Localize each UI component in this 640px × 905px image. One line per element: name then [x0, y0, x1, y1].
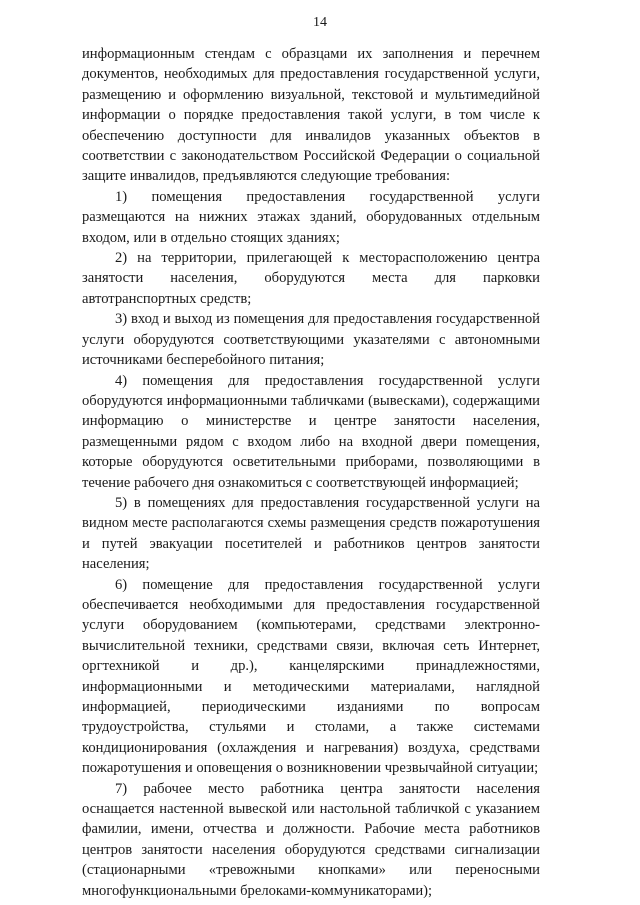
- page-number: 14: [313, 15, 327, 30]
- paragraph-intro: информационным стендам с образцами их заполнения и перечнем документов, необходимых для предоставления государственной услуги, размещению и оформлению визуальной, текстовой и мультимедийной информации о порядке предоставления такой услуги, в том числе к обеспечению доступности для инвалидов указанных объектов в соответствии с законодательством Российской Федерации о социальной защите инвалидов, предъявляются следующие требования:: [82, 46, 540, 185]
- requirement-item-4: 4) помещения для предоставления государственной услуги оборудуются информационными табличками (вывесками), содержащими информацию о министерстве и центре занятости населения, размещенными рядом с входом либо на входной двери помещения, которые оборудуются осветительными приборами, позволяющими в течение рабочего дня ознакомиться с соответствующей информацией;: [82, 372, 540, 491]
- requirement-item-2: 2) на территории, прилегающей к месторасположению центра занятости населения, оборудуются места для парковки автотранспортных средств;: [82, 250, 540, 307]
- requirement-item-1: 1) помещения предоставления государственной услуги размещаются на нижних этажах зданий, оборудованных отдельным входом, или в отдельно стоящих зданиях;: [82, 188, 540, 246]
- requirement-item-6: 6) помещение для предоставления государственной услуги обеспечивается необходимыми для предоставления государственной услуги оборудованием (компьютерами, средствами электронно-вычислительной техники, средствами связи, включая сеть Интернет, оргтехникой и др.), канцелярскими принадлежностями, информационными и методическими материалами, наглядной информацией, периодическими изданиями по вопросам трудоустройства, стульями и столами, а также системами кондиционирования (охлаждения и нагревания) воздуха, средствами пожаротушения и оповещения о возникновении чрезвычайной ситуации;: [82, 576, 540, 777]
- requirement-item-7: 7) рабочее место работника центра занятости населения оснащается настенной вывеской или настольной табличкой с указанием фамилии, имени, отчества и должности. Рабочие места работников центров занятости населения оборудуются средствами сигнализации (стационарными «тревожными кнопками» или переносными многофункциональными брелоками-коммуникаторами);: [82, 780, 540, 899]
- requirement-item-5: 5) в помещениях для предоставления государственной услуги на видном месте располагаются схемы размещения средств пожаротушения и путей эвакуации посетителей и работников центров занятости населения;: [82, 494, 540, 573]
- document-body: [82, 44, 540, 901]
- requirement-item-3: 3) вход и выход из помещения для предоставления государственной услуги оборудуются соответствующими указателями с автономными источниками бесперебойного питания;: [82, 311, 540, 369]
